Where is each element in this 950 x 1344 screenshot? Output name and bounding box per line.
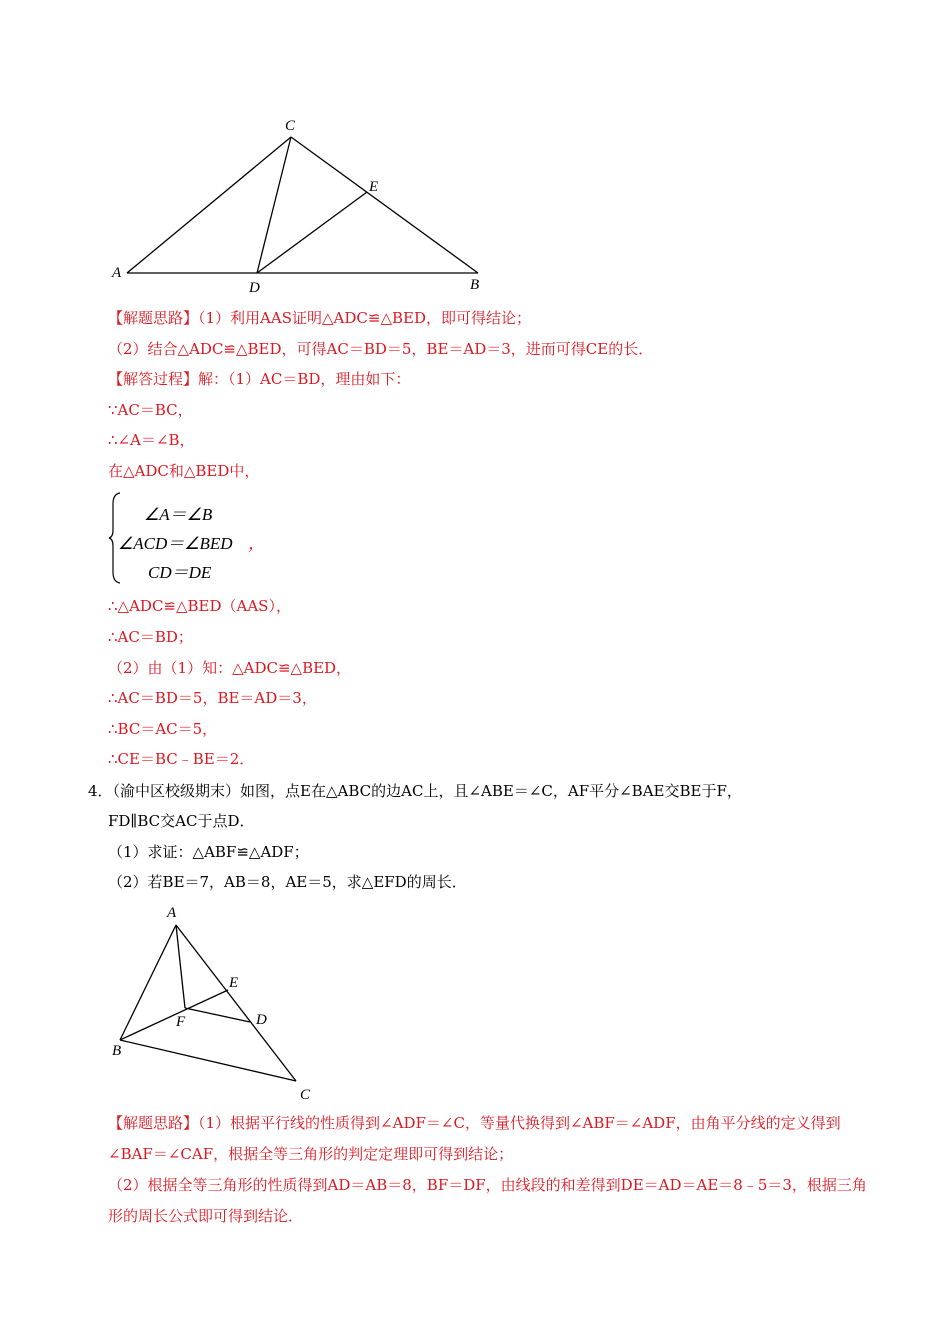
segment-AF (176, 925, 185, 1008)
segment-CD (257, 137, 291, 273)
label-F: F (176, 1014, 186, 1030)
solution3-step7: ∴AC＝BD＝5，BE＝AD＝3， (108, 689, 317, 707)
segment-BE (120, 990, 228, 1040)
solution3-idea-line1 (108, 308, 531, 328)
idea-text: （1）利用AAS证明△ADC≌△BED，即可得结论； (198, 309, 531, 327)
label-B: B (470, 277, 480, 293)
problem4-question1: （1）求证：△ABF≌△ADF； (108, 843, 309, 861)
problem4-line1 (88, 781, 742, 801)
problem-text: （渝中区校级期末）如图，点E在△ABC的边AC上，且∠ABE＝∠C，AF平分∠BAE交BE于F， (112, 782, 742, 800)
solution4-idea-part2: （2）根据全等三角形的性质得到AD＝AB＝8，BF＝DF，由线段的和差得到DE＝AD＝AE＝8﹣5＝3，根据三角形的周长公式即可得到结论． (108, 1176, 867, 1225)
solution3-idea-line2: （2）结合△ADC≌△BED，可得AC＝BD＝5，BE＝AD＝3，进而可得CE的长． (108, 340, 654, 358)
idea-tag: 【解题思路】 (108, 1114, 199, 1132)
system-comma: ， (248, 534, 265, 553)
system-row-1: ∠A＝∠B (144, 505, 213, 524)
segment-FD (185, 1008, 250, 1022)
idea-text: （1）根据平行线的性质得到∠ADF＝∠C，等量代换得到∠ABF＝∠ADF，由角平分线的定义得到∠BAF＝∠CAF，根据全等三角形的判定定理即可得到结论； (108, 1114, 841, 1163)
label-E: E (369, 179, 379, 195)
segment-AC (127, 137, 291, 273)
solution3-process-line1 (108, 369, 410, 389)
idea-tag: 【解题思路】 (108, 309, 199, 327)
solution3-step2: ∴∠A＝∠B， (108, 431, 195, 449)
solution3-step3: 在△ADC和△BED中， (108, 462, 260, 480)
system-row-2: ∠ACD＝∠BED (118, 534, 233, 553)
solution3-step8: ∴BC＝AC＝5， (108, 720, 218, 738)
segment-DE (257, 192, 367, 273)
solution4-idea-part1 (108, 1108, 868, 1170)
solution3-step1: ∵AC＝BC， (108, 401, 193, 419)
triangle-figure-2 (100, 895, 330, 1110)
segment-AB (120, 925, 176, 1040)
label-C: C (285, 118, 296, 134)
label-B: B (112, 1043, 122, 1059)
solution3-step9: ∴CE＝BC﹣BE＝2． (108, 750, 255, 768)
label-E: E (229, 975, 239, 991)
label-C: C (300, 1087, 311, 1103)
solution3-step6: （2）由（1）知：△ADC≌△BED， (108, 659, 352, 677)
solution3-step4: ∴△ADC≌△BED（AAS）， (108, 597, 291, 615)
equation-system (108, 492, 288, 582)
label-A: A (167, 905, 177, 921)
problem4-question2: （2）若BE＝7，AB＝8，AE＝5，求△EFD的周长． (108, 873, 467, 891)
triangle-figure-1 (100, 110, 500, 300)
process-text: 解：（1）AC＝BD，理由如下： (198, 370, 411, 388)
problem4-line2: FD∥BC交AC于点D． (108, 812, 255, 830)
problem-number: 4． (88, 782, 113, 800)
label-A: A (112, 265, 122, 281)
system-row-3: CD＝DE (148, 563, 212, 582)
label-D: D (256, 1012, 267, 1028)
solution3-step5: ∴AC＝BD； (108, 628, 193, 646)
label-D: D (249, 280, 260, 296)
segment-CB (291, 137, 478, 273)
process-tag: 【解答过程】 (108, 370, 199, 388)
